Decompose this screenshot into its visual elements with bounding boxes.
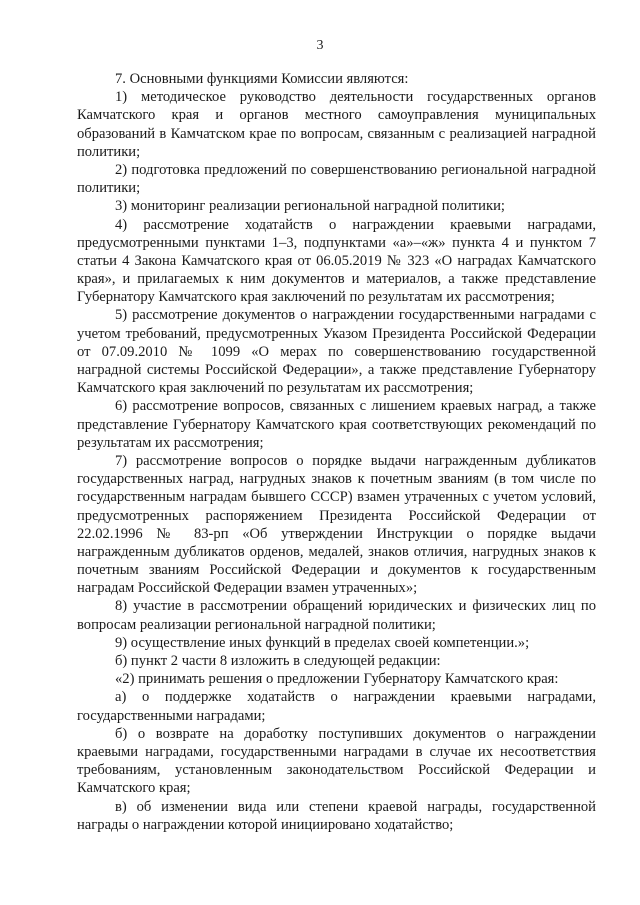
paragraph-function-7: 7) рассмотрение вопросов о порядке выдачи награжденным дубликатов государственных наград, нагрудных знаков к почетным званиям (в том числе по государственным наградам бывшего СССР) взамен утраченных с учетом условий, предусмотренных распоряжением Президента Российской Федерации от 22.02.1996 № 83-рп «Об утверждении Инструкции о порядке выдачи награжденным дубликатов орденов, медалей, знаков отличия, нагрудных знаков к почетным званиям Российской Федерации и документов к государственным наградам Российской Федерации взамен утраченных»; (77, 452, 596, 597)
paragraph-functions-heading: 7. Основными функциями Комиссии являются: (115, 71, 409, 87)
paragraph-decision-v: в) об изменении вида или степени краевой награды, государственной награды о награждении которой инициировано ходатайство; (77, 798, 596, 833)
paragraph-decision-a: а) о поддержке ходатайств о награждении краевыми наградами, государственными наградами; (77, 689, 596, 724)
paragraph-function-2: 2) подготовка предложений по совершенствованию региональной наградной политики; (77, 161, 596, 197)
paragraph-function-6: 6) рассмотрение вопросов, связанных с лишением краевых наград, а также представление Губернатору Камчатского края соответствующих рекомендаций по результатам их рассмотрения; (77, 398, 596, 451)
page-number: 3 (316, 38, 324, 53)
paragraph-function-8: 8) участие в рассмотрении обращений юридических и физических лиц по вопросам реализации региональной наградной политики; (77, 598, 596, 633)
paragraph-decision-2: «2) принимать решения о предложении Губернатору Камчатского края: (115, 671, 559, 688)
document-body (77, 70, 596, 834)
paragraph-decision-b: б) о возврате на доработку поступивших документов о награждении краевыми наградами, государственными наградами в случае их несоответствия требованиям, установленным законодательством Российской Федерации и Камчатского края; (77, 725, 596, 797)
paragraph-function-3: 3) мониторинг реализации региональной наградной политики; (115, 198, 505, 215)
paragraph-function-5: 5) рассмотрение документов о награждении государственными наградами с учетом требований, предусмотренных Указом Президента Российской Федерации от 07.09.2010 № 1099 «О мерах по совершенствованию государственной наградной системы Российской Федерации», а также представление Губернатору Камчатского края заключений по результатам их рассмотрения; (77, 307, 596, 397)
paragraph-function-1: 1) методическое руководство деятельности государственных органов Камчатского края и органов местного самоуправления муниципальных образований в Камчатском крае по вопросам, связанным с реализацией наградной политики; (77, 89, 596, 160)
paragraph-function-4: 4) рассмотрение ходатайств о награждении краевыми наградами, предусмотренными пунктами 1–3, подпунктами «а»–«ж» пункта 4 и пунктом 7 статьи 4 Закона Камчатского края от 06.05.2019 № 323 «О наградах Камчатского края», и прилагаемых к ним документов и материалов, а также представление Губернатору Камчатского края заключений по результатам их рассмотрения; (77, 216, 596, 306)
paragraph-amendment-b: б) пункт 2 части 8 изложить в следующей редакции: (115, 653, 441, 669)
paragraph-function-9: 9) осуществление иных функций в пределах своей компетенции.»; (115, 634, 530, 651)
